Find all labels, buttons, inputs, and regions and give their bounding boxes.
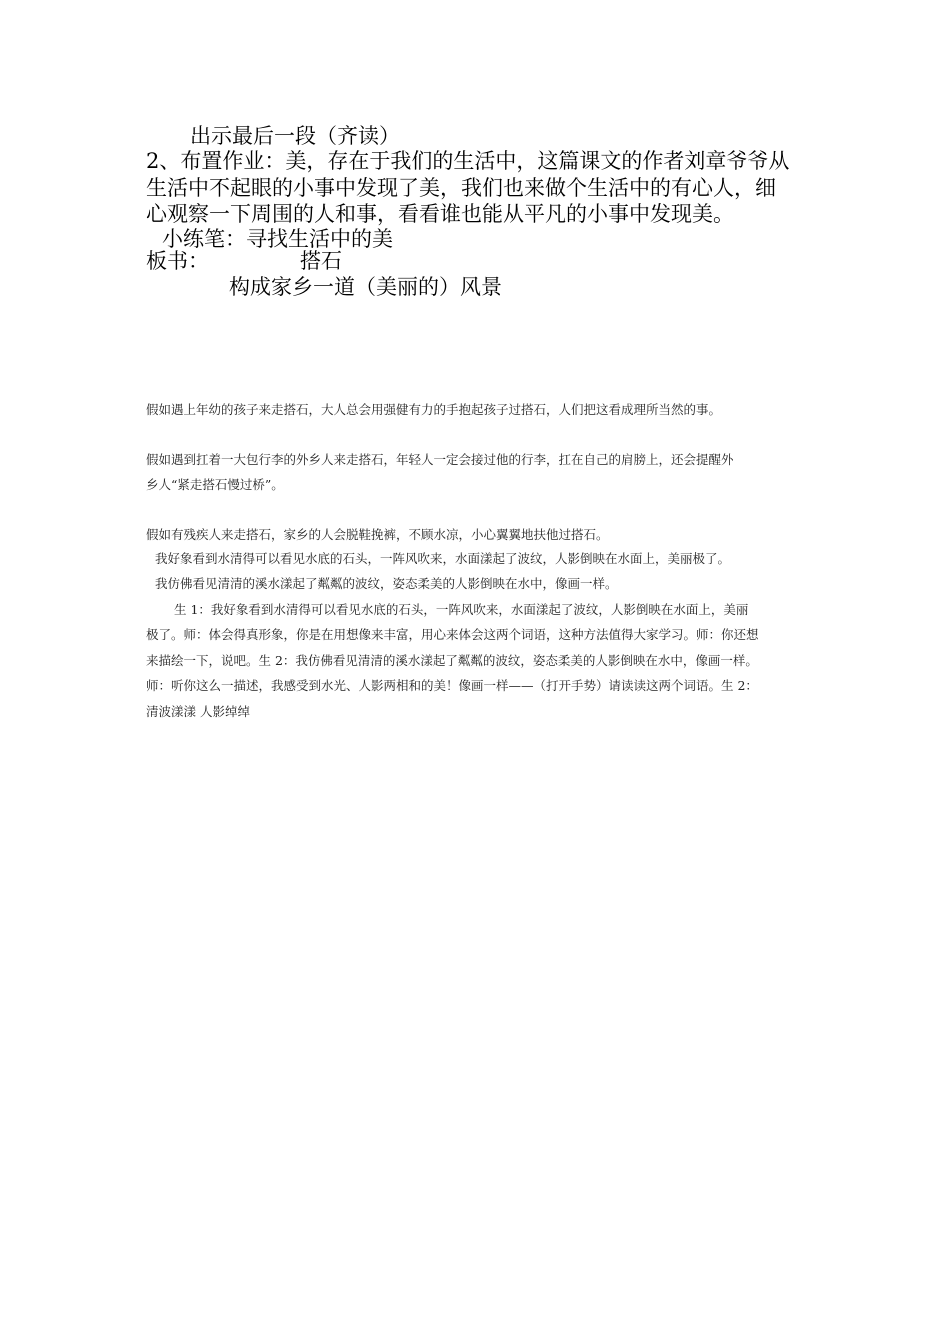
dialogue-line-1: 生 1：我好象看到水清得可以看见水底的石头，一阵风吹来，水面漾起了波纹，人影倒映在水面上，美丽 — [174, 602, 749, 617]
dialogue-line-4: 师：听你这么一描述，我感受到水光、人影两相和的美！像画一样——（打开手势）请读读这两个词语。生 2： — [146, 678, 758, 693]
example-child: 假如遇上年幼的孩子来走搭石，大人总会用强健有力的手抱起孩子过搭石，人们把这看成理所当然的事。 — [146, 402, 722, 417]
dialogue-line-5: 清波漾漾 人影绰绰 — [146, 704, 250, 719]
exercise-line: 小练笔：寻找生活中的美 — [162, 227, 393, 251]
homework-line-2: 生活中不起眼的小事中发现了美，我们也来做个生活中的有心人，细 — [146, 176, 776, 200]
board-title: 搭石 — [300, 249, 342, 273]
example-stranger-line-1: 假如遇到扛着一大包行李的外乡人来走搭石，年轻人一定会接过他的行李，扛在自己的肩膀上，还会提醒外 — [146, 452, 734, 467]
example-stranger-line-2: 乡人“紧走搭石慢过桥”。 — [146, 477, 284, 492]
example-disabled: 假如有残疾人来走搭石，家乡的人会脱鞋挽裤，不顾水凉，小心翼翼地扶他过搭石。 — [146, 527, 609, 542]
board-subtitle: 构成家乡一道（美丽的）风景 — [229, 275, 502, 299]
homework-line-1: 2、布置作业：美，存在于我们的生活中，这篇课文的作者刘章爷爷从 — [146, 149, 790, 173]
imagine-line-1: 我好象看到水清得可以看见水底的石头，一阵风吹来，水面漾起了波纹，人影倒映在水面上，美丽极了。 — [155, 551, 731, 566]
dialogue-line-2: 极了。师：体会得真形象，你是在用想像来丰富，用心来体会这两个词语，这种方法值得大家学习。师：你还想 — [146, 627, 759, 642]
final-paragraph-line: 出示最后一段（齐读） — [190, 124, 400, 148]
homework-line-3: 心观察一下周围的人和事，看看谁也能从平凡的小事中发现美。 — [146, 202, 734, 226]
imagine-line-2: 我仿佛看见清清的溪水漾起了粼粼的波纹，姿态柔美的人影倒映在水中，像画一样。 — [155, 576, 618, 591]
dialogue-line-3: 来描绘一下，说吧。生 2：我仿佛看见清清的溪水漾起了粼粼的波纹，姿态柔美的人影倒映在水中，像画一样。 — [146, 653, 758, 668]
board-label: 板书： — [146, 249, 209, 273]
